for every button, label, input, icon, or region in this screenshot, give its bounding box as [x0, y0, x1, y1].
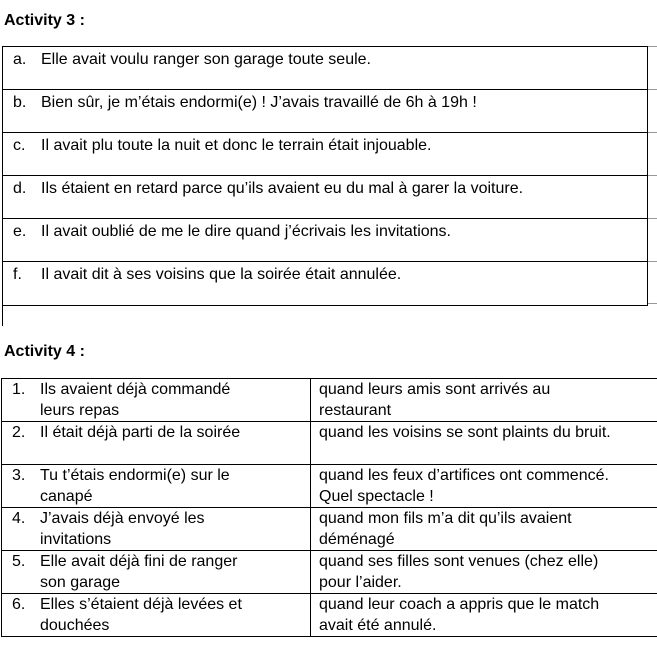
activity-3-row [3, 176, 647, 219]
table-edge-line [648, 175, 657, 176]
item-sentence: Elle avait voulu ranger son garage toute seule. [41, 51, 371, 68]
time-clause: quand leur coach a appris que le match avait été annulé. [310, 594, 656, 636]
row-number: 4. [12, 510, 26, 527]
time-clause: quand ses filles sont venues (chez elle) pour l’aider. [310, 551, 656, 593]
main-clause: J’avais déjà envoyé les invitations [40, 510, 205, 548]
item-letter: b. [13, 94, 27, 111]
activity-3-row [3, 262, 647, 305]
main-clause: Ils avaient déjà commandé leurs repas [40, 381, 231, 419]
activity-3-table [2, 46, 648, 306]
activity-4-row [2, 551, 657, 594]
row-number: 2. [12, 424, 26, 441]
table-edge-line [648, 261, 657, 262]
row-number: 6. [12, 596, 26, 613]
row-number: 1. [12, 381, 26, 398]
row-number: 5. [12, 553, 26, 570]
table-edge-line [648, 218, 657, 219]
time-clause: quand les voisins se sont plaints du bruit. [310, 422, 656, 464]
table-edge-line [648, 89, 657, 90]
item-sentence: Il avait oublié de me le dire quand j’écrivais les invitations. [41, 223, 451, 240]
item-letter: c. [13, 137, 26, 154]
activity-3-row [3, 219, 647, 262]
table-edge-line [648, 132, 657, 133]
time-clause: quand les feux d’artifices ont commencé. Quel spectacle ! [310, 465, 656, 507]
activity-4-row [2, 594, 657, 636]
table-edge-line [648, 46, 657, 47]
item-sentence: Il avait plu toute la nuit et donc le terrain était injouable. [41, 137, 432, 154]
item-sentence: Il avait dit à ses voisins que la soirée était annulée. [41, 266, 402, 283]
activity-4-row [2, 422, 657, 465]
row-number: 3. [12, 467, 26, 484]
item-sentence: Bien sûr, je m’étais endormi(e) ! J’avais travaillé de 6h à 19h ! [41, 94, 477, 111]
item-letter: f. [13, 266, 22, 283]
item-sentence: Ils étaient en retard parce qu’ils avaient eu du mal à garer la voiture. [41, 180, 524, 197]
activity-3-row [3, 133, 647, 176]
activity-3-row [3, 47, 647, 90]
main-clause: Il était déjà parti de la soirée [40, 424, 241, 441]
activity-3-row [3, 90, 647, 133]
activity-4-table [1, 378, 657, 637]
activity-4-heading: Activity 4 : [4, 343, 85, 360]
table-edge-line [648, 303, 657, 304]
item-letter: d. [13, 180, 27, 197]
table-stub-line [2, 304, 3, 326]
time-clause: quand leurs amis sont arrivés au restaurant [310, 379, 656, 421]
activity-4-row [2, 508, 657, 551]
activity-3-heading: Activity 3 : [4, 12, 85, 29]
activity-4-row [2, 379, 657, 422]
activity-4-row [2, 465, 657, 508]
main-clause: Elles s’étaient déjà levées et douchées [40, 596, 242, 634]
main-clause: Tu t’étais endormi(e) sur le canapé [40, 467, 230, 505]
item-letter: e. [13, 223, 27, 240]
time-clause: quand mon fils m’a dit qu’ils avaient déménagé [310, 508, 656, 550]
item-letter: a. [13, 51, 27, 68]
main-clause: Elle avait déjà fini de ranger son garage [40, 553, 238, 591]
